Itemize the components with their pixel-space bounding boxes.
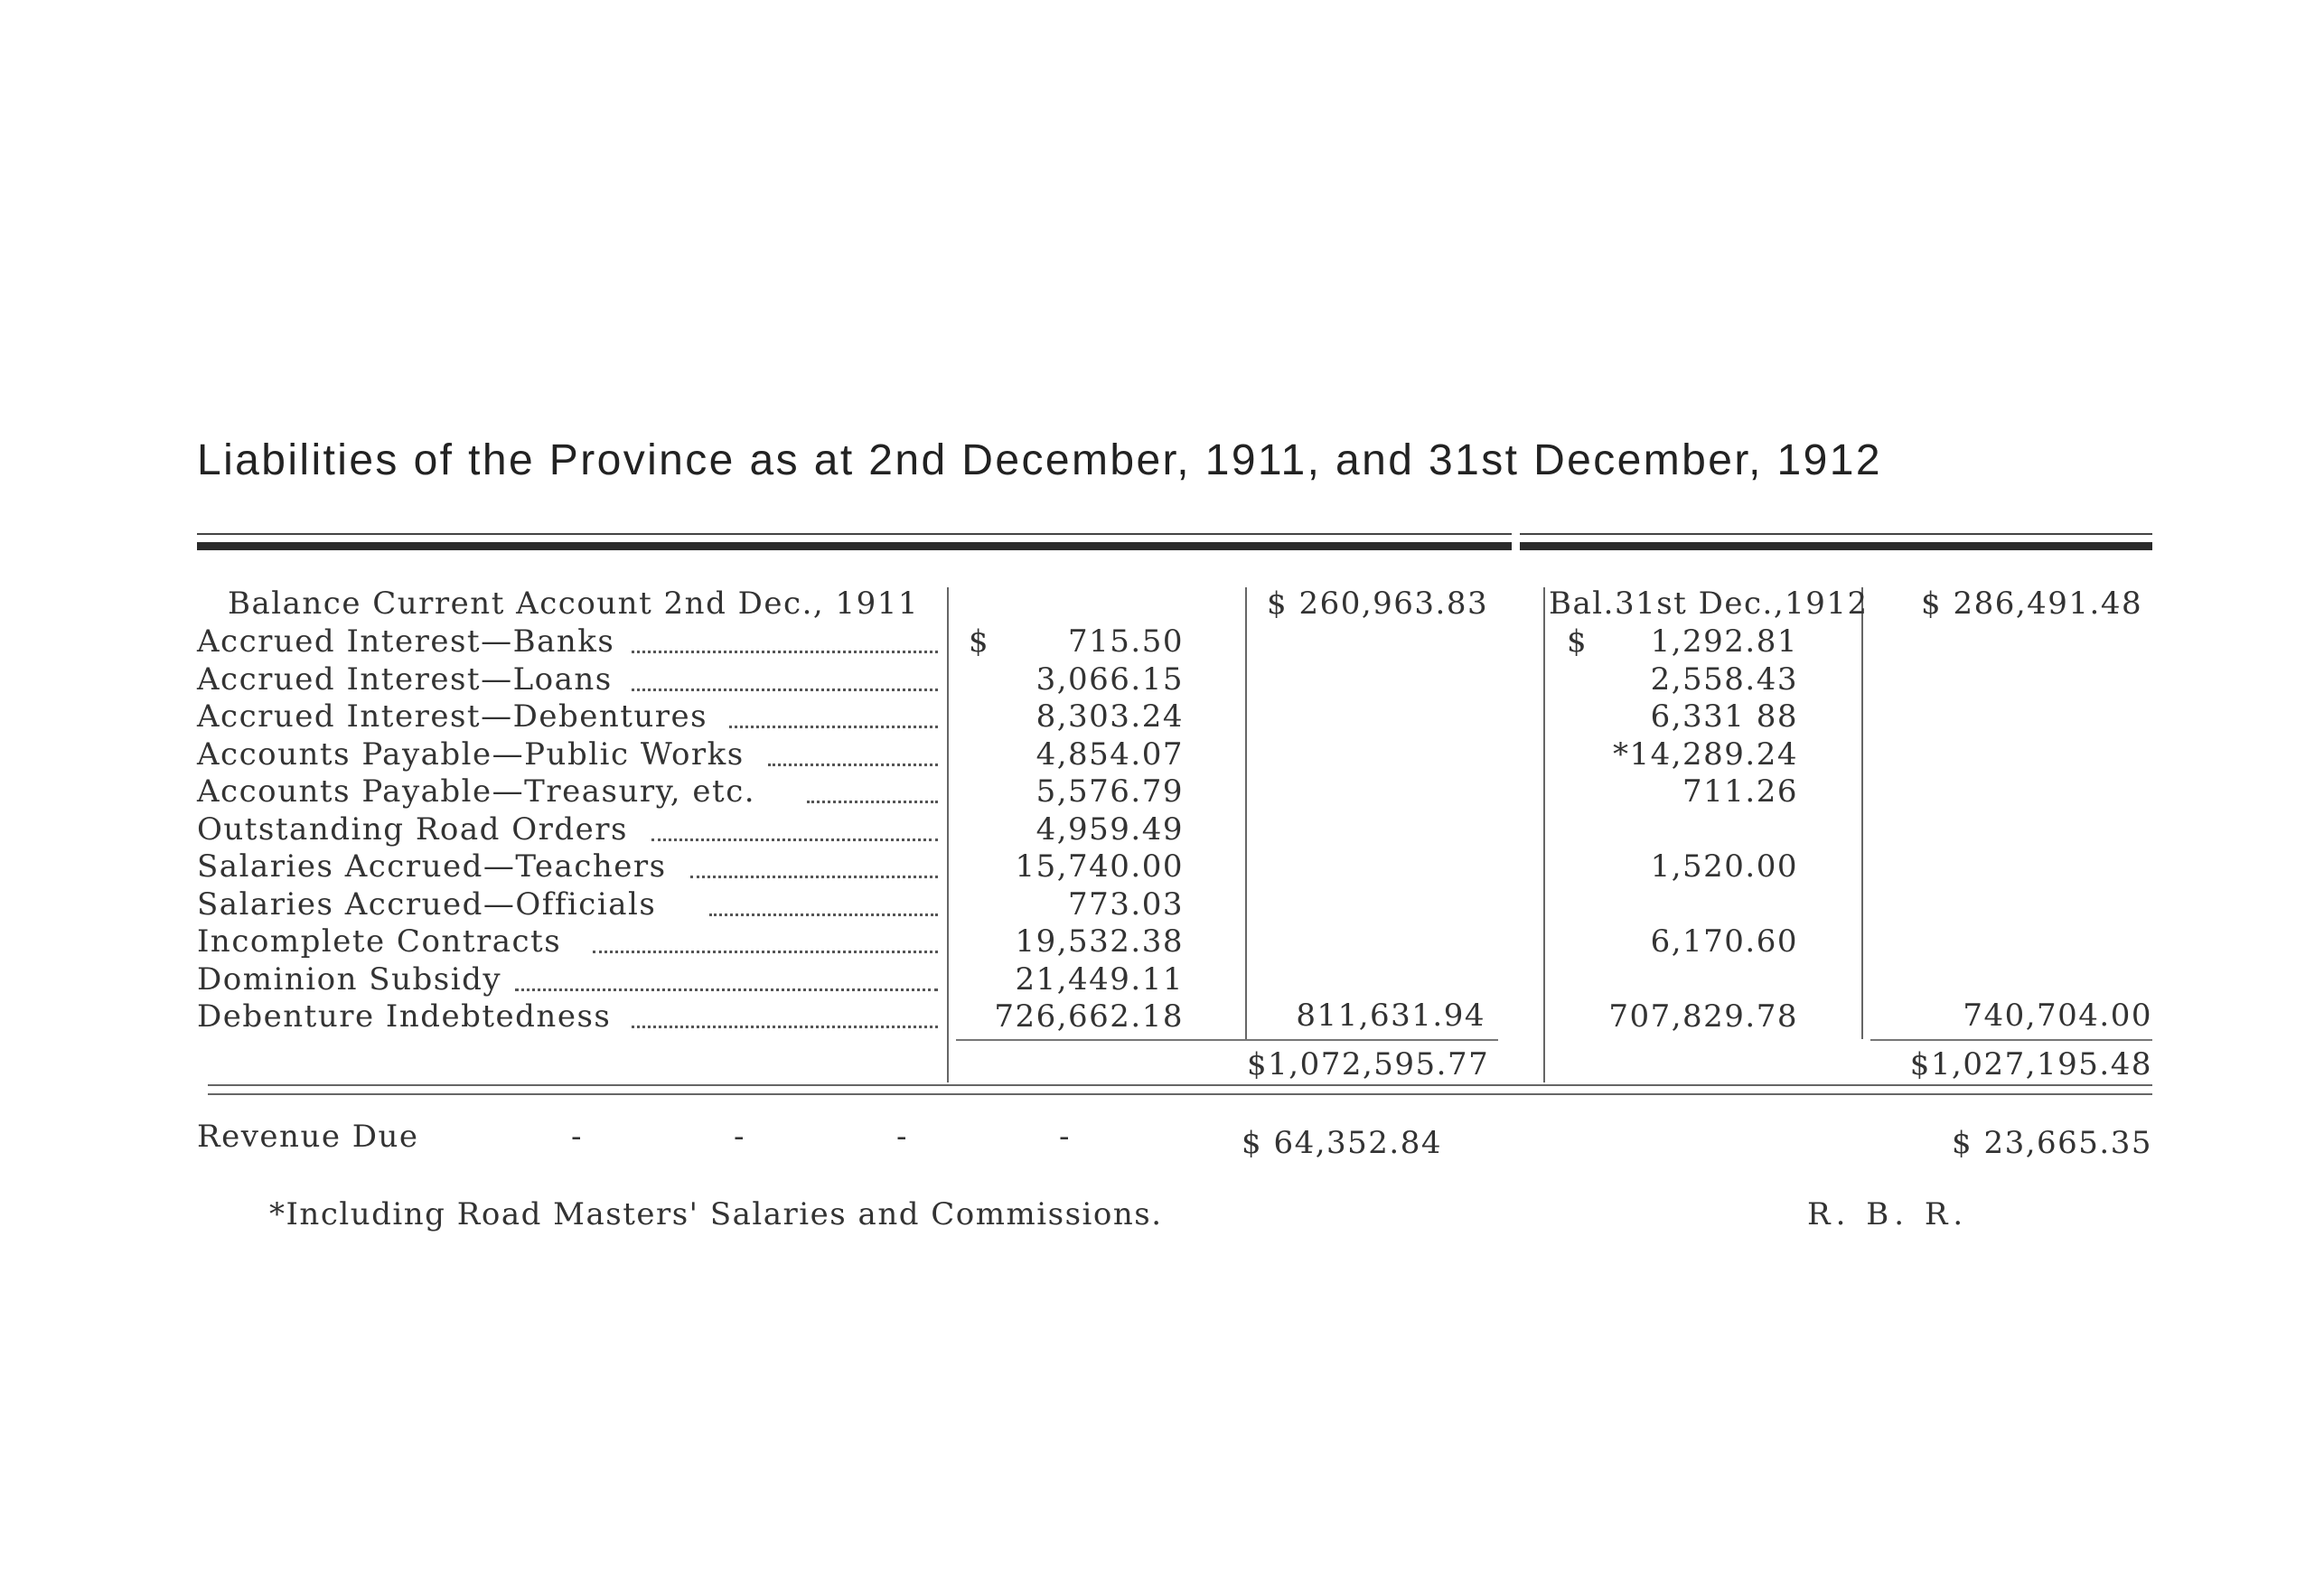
top-thick-rule-left (197, 542, 1512, 550)
row-value-1912: 2,558.43 (1650, 661, 1798, 698)
top-thin-rule-left (197, 533, 1512, 535)
row-label: Debenture Indebtedness (197, 998, 612, 1035)
row-value-1912: *14,289.24 (1612, 736, 1798, 773)
revenue-1911: $ 64,352.84 (1242, 1125, 1442, 1161)
row-value-1911: 715.50 (1068, 623, 1184, 660)
row-value-1911: 726,662.18 (994, 998, 1184, 1035)
initials: R. B. R. (1807, 1196, 1969, 1232)
revenue-dash-2: - (734, 1119, 745, 1155)
revenue-dash-4: - (1059, 1119, 1071, 1155)
leader-dots (632, 651, 938, 653)
dollar-sign-1911: $ (969, 623, 990, 660)
row-label: Accounts Payable—Treasury, etc. (197, 773, 756, 810)
row-value-1912: 1,292.81 (1650, 623, 1798, 660)
revenue-1912: $ 23,665.35 (1952, 1125, 2152, 1161)
leader-dots (593, 951, 938, 953)
leader-dots (729, 726, 939, 728)
footnote: *Including Road Masters' Salaries and Commissions. (269, 1196, 1163, 1232)
row-value-1912: 1,520.00 (1650, 848, 1798, 885)
row-label: Accounts Payable—Public Works (197, 736, 745, 773)
col-rule-2 (1245, 587, 1247, 1039)
leader-dots (709, 913, 938, 916)
row-value-1911: 21,449.11 (1015, 961, 1184, 998)
row-label: Dominion Subsidy (197, 961, 502, 998)
subtotal-rule-1 (956, 1039, 1498, 1041)
total-1912: $1,027,195.48 (1909, 1046, 2152, 1082)
row-value-1911: 19,532.38 (1015, 923, 1184, 960)
row-value-1911: 4,959.49 (1035, 811, 1184, 848)
leader-dots (768, 764, 939, 766)
row-label: Incomplete Contracts (197, 923, 562, 960)
top-thin-rule-right (1520, 533, 2152, 535)
balance-label-1912: Bal.31st Dec.,1912 (1549, 586, 1869, 622)
balance-1912: $ 286,491.48 (1921, 586, 2143, 622)
leader-dots (651, 839, 939, 841)
dollar-sign-1912: $ (1567, 623, 1588, 660)
row-value-1911: 8,303.24 (1035, 698, 1184, 735)
row-label: Salaries Accrued—Teachers (197, 848, 667, 885)
row-value-1911: 3,066.15 (1035, 661, 1184, 698)
col-rule-3 (1543, 587, 1545, 1082)
row-label: Accrued Interest—Banks (197, 623, 615, 660)
row-value-1912: 6,331 88 (1650, 698, 1798, 735)
subtotal-1911: 811,631.94 (1296, 998, 1485, 1034)
total-1911: $1,072,595.77 (1247, 1046, 1490, 1082)
row-value-1912: 6,170.60 (1650, 923, 1798, 960)
leader-dots (690, 876, 939, 878)
row-value-1911: 4,854.07 (1035, 736, 1184, 773)
row-label: Salaries Accrued—Officials (197, 886, 657, 923)
row-label: Outstanding Road Orders (197, 811, 628, 848)
bottom-rule-1 (208, 1084, 2152, 1086)
col-rule-4 (1861, 587, 1863, 1039)
row-label: Accrued Interest—Debentures (197, 698, 708, 735)
revenue-label: Revenue Due (197, 1119, 419, 1155)
balance-label-1911: Balance Current Account 2nd Dec., 1911 (228, 586, 920, 622)
col-rule-1 (947, 587, 949, 1082)
revenue-dash-3: - (896, 1119, 908, 1155)
leader-dots (515, 988, 938, 991)
page-title: Liabilities of the Province as at 2nd December, 1911, and 31st December, 1912 (197, 436, 1882, 484)
row-label: Accrued Interest—Loans (197, 661, 613, 698)
leader-dots (807, 801, 939, 803)
subtotal-rule-2 (1870, 1039, 2152, 1041)
row-value-1911: 15,740.00 (1015, 848, 1184, 885)
bottom-rule-2 (208, 1093, 2152, 1095)
row-value-1912: 707,829.78 (1608, 998, 1798, 1035)
leader-dots (632, 1026, 938, 1028)
top-thick-rule-right (1520, 542, 2152, 550)
revenue-dash-1: - (571, 1119, 583, 1155)
balance-1911: $ 260,963.83 (1267, 586, 1489, 622)
row-value-1911: 773.03 (1068, 886, 1184, 923)
row-value-1912: 711.26 (1682, 773, 1798, 810)
leader-dots (632, 689, 938, 691)
row-value-1911: 5,576.79 (1035, 773, 1184, 810)
subtotal-1912: 740,704.00 (1963, 998, 2152, 1034)
